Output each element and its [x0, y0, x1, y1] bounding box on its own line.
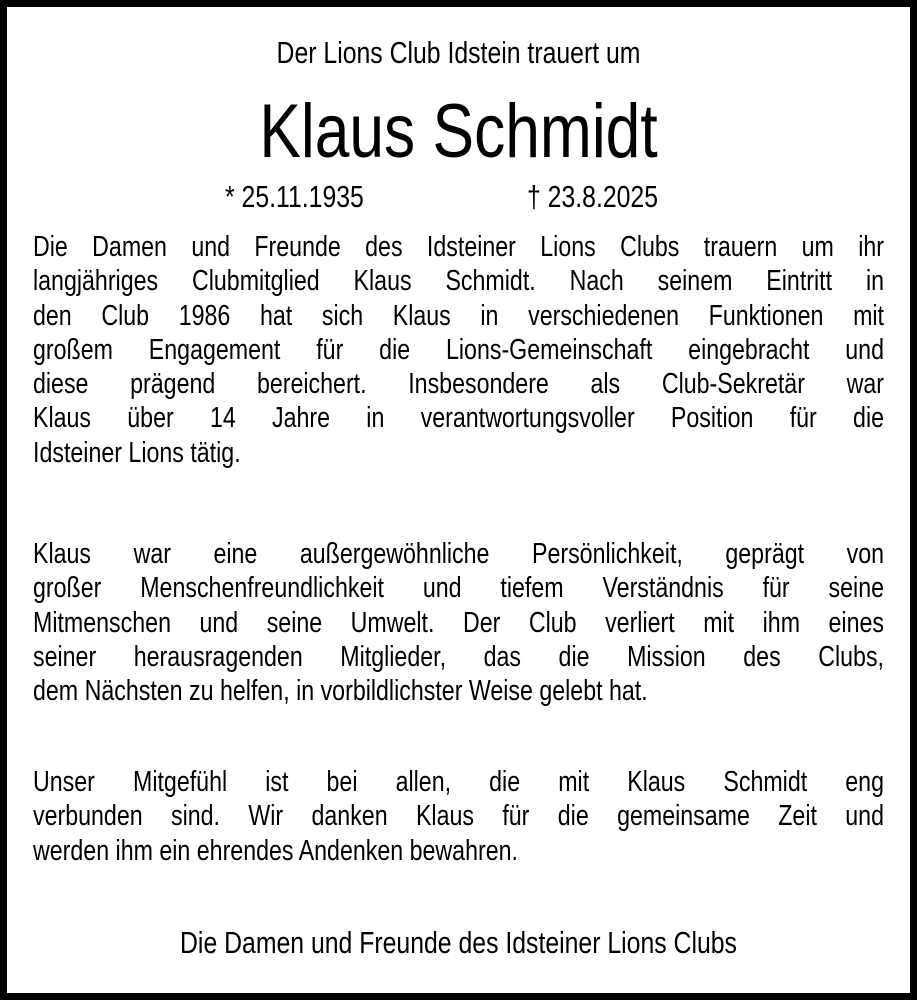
text-line: langjähriges Clubmitglied Klaus Schmidt. Nach seinem Eintritt in	[33, 265, 884, 298]
text-line: Unser Mitgefühl ist bei allen, die mit Klaus Schmidt eng	[33, 766, 884, 798]
paragraph-2	[33, 537, 884, 708]
text-line: seiner herausragenden Mitglieder, das die Mission des Clubs,	[33, 640, 884, 673]
birth-date: * 25.11.1935	[225, 179, 364, 214]
text-line: großem Engagement für die Lions-Gemeinschaft eingebracht und	[33, 333, 884, 366]
paragraph-3	[33, 765, 884, 868]
life-dates	[7, 177, 910, 217]
deceased-name	[7, 87, 910, 177]
closing-signature	[7, 923, 910, 963]
text-line: Klaus über 14 Jahre in verantwortungsvoller Position für die	[33, 402, 884, 435]
paragraph-1	[33, 230, 884, 470]
intro-text: Der Lions Club Idstein trauert um	[276, 35, 641, 70]
text-line: Klaus war eine außergewöhnliche Persönlichkeit, geprägt von	[33, 538, 884, 570]
text-line: Idsteiner Lions tätig.	[33, 436, 241, 469]
text-line: den Club 1986 hat sich Klaus in verschiedenen Funktionen mit	[33, 299, 884, 332]
text-line: werden ihm ein ehrendes Andenken bewahren.	[33, 834, 518, 867]
intro-line	[7, 33, 910, 73]
text-line: diese prägend bereichert. Insbesondere als Club-Sekretär war	[33, 368, 884, 401]
text-line: großer Menschenfreundlichkeit und tiefem Verständnis für seine	[33, 572, 884, 605]
closing-text: Die Damen und Freunde des Idsteiner Lions Clubs	[180, 925, 737, 960]
text-line: Die Damen und Freunde des Idsteiner Lions Clubs trauern um ihr	[33, 231, 884, 263]
name-text: Klaus Schmidt	[259, 89, 658, 174]
text-line: Mitmenschen und seine Umwelt. Der Club verliert mit ihm eines	[33, 606, 884, 639]
text-line: verbunden sind. Wir danken Klaus für die gemeinsame Zeit und	[33, 800, 884, 833]
death-date: † 23.8.2025	[527, 179, 659, 214]
text-line: dem Nächsten zu helfen, in vorbildlichster Weise gelebt hat.	[33, 675, 648, 708]
